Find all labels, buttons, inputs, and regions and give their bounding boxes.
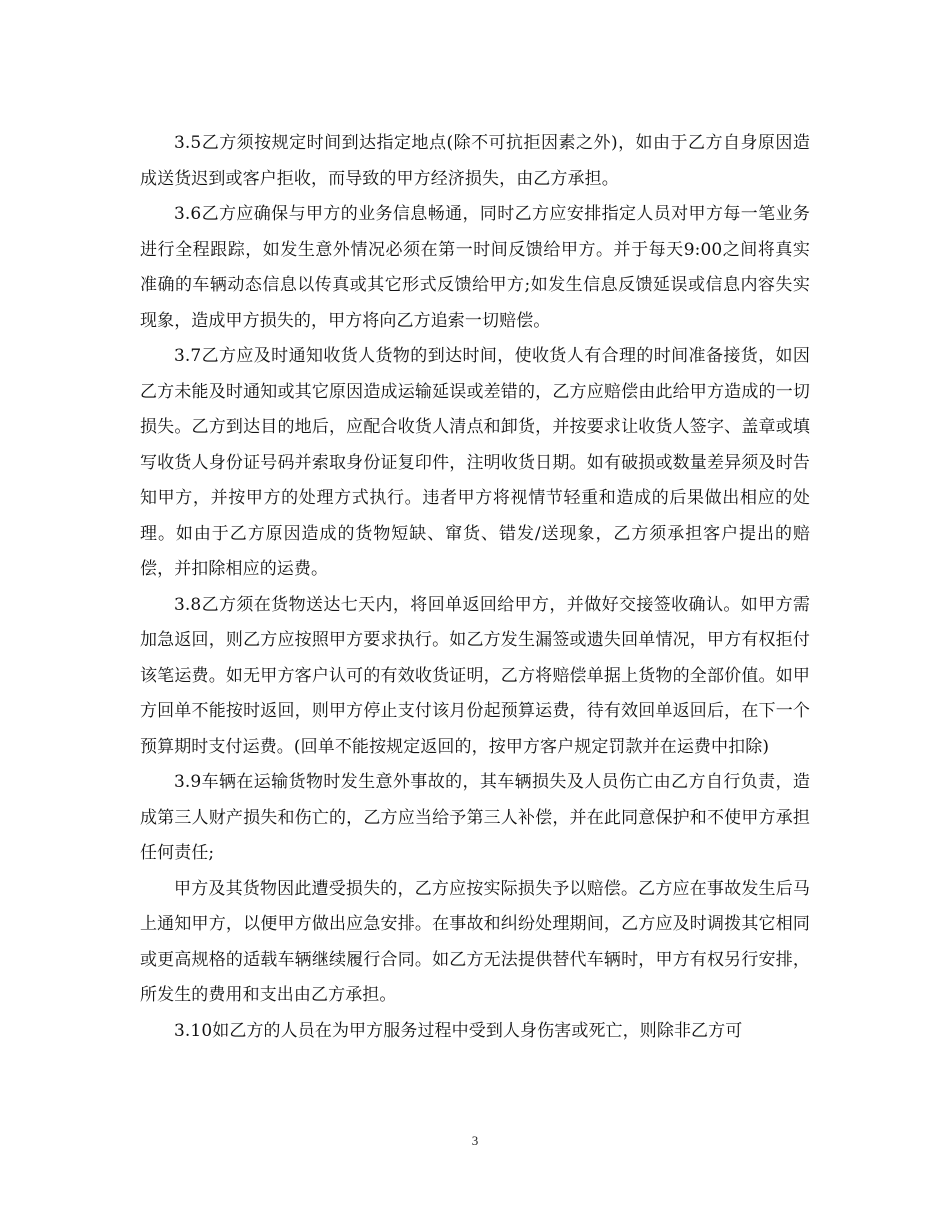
paragraph-3-9: 3.9车辆在运输货物时发生意外事故的，其车辆损失及人员伤亡由乙方自行负责，造成第三人财产损失和伤亡的，乙方应当给予第三人补偿，并在此同意保护和不使甲方承担任何责任; [140,772,810,863]
page-number: 3 [471,1133,479,1148]
paragraph-3-6: 3.6乙方应确保与甲方的业务信息畅通，同时乙方应安排指定人员对甲方每一笔业务进行全程跟踪，如发生意外情况必须在第一时间反馈给甲方。并于每天9:00之间将真实准确的车辆动态信息以传真或其它形式反馈给甲方;如发生信息反馈延误或信息内容失实现象，造成甲方损失的，甲方将向乙方追索一切赔偿。 [140,204,810,331]
paragraph-3-7: 3.7乙方应及时通知收货人货物的到达时间，使收货人有合理的时间准备接货，如因乙方未能及时通知或其它原因造成运输延误或差错的，乙方应赔偿由此给甲方造成的一切损失。乙方到达目的地后，应配合收货人清点和卸货，并按要求让收货人签字、盖章或填写收货人身份证号码并索取身份证复印件，注明收货日期。如有破损或数量差异须及时告知甲方，并按甲方的处理方式执行。违者甲方将视情节轻重和造成的后果做出相应的处理。如由于乙方原因造成的货物短缺、窜货、错发/送现象，乙方须承担客户提出的赔偿，并扣除相应的运费。 [140,346,810,579]
paragraph-3-5: 3.5乙方须按规定时间到达指定地点(除不可抗拒因素之外)，如由于乙方自身原因造成送货迟到或客户拒收，而导致的甲方经济损失，由乙方承担。 [140,133,810,189]
paragraph-3-8: 3.8乙方须在货物送达七天内，将回单返回给甲方，并做好交接签收确认。如甲方需加急返回，则乙方应按照甲方要求执行。如乙方发生漏签或遗失回单情况，甲方有权拒付该笔运费。如无甲方客户认可的有效收货证明，乙方将赔偿单据上货物的全部价值。如甲方回单不能按时返回，则甲方停止支付该月份起预算运费，待有效回单返回后，在下一个预算期时支付运费。(回单不能按规定返回的，按甲方客户规定罚款并在运费中扣除) [140,594,810,757]
document-body [140,126,810,1049]
paragraph-3-9-continued: 甲方及其货物因此遭受损失的，乙方应按实际损失予以赔偿。乙方应在事故发生后马上通知甲方，以便甲方做出应急安排。在事故和纠纷处理期间，乙方应及时调拨其它相同或更高规格的适载车辆继续履行合同。如乙方无法提供替代车辆时，甲方有权另行安排，所发生的费用和支出由乙方承担。 [140,878,810,1005]
paragraph-3-10: 3.10如乙方的人员在为甲方服务过程中受到人身伤害或死亡，则除非乙方可 [174,1020,743,1041]
